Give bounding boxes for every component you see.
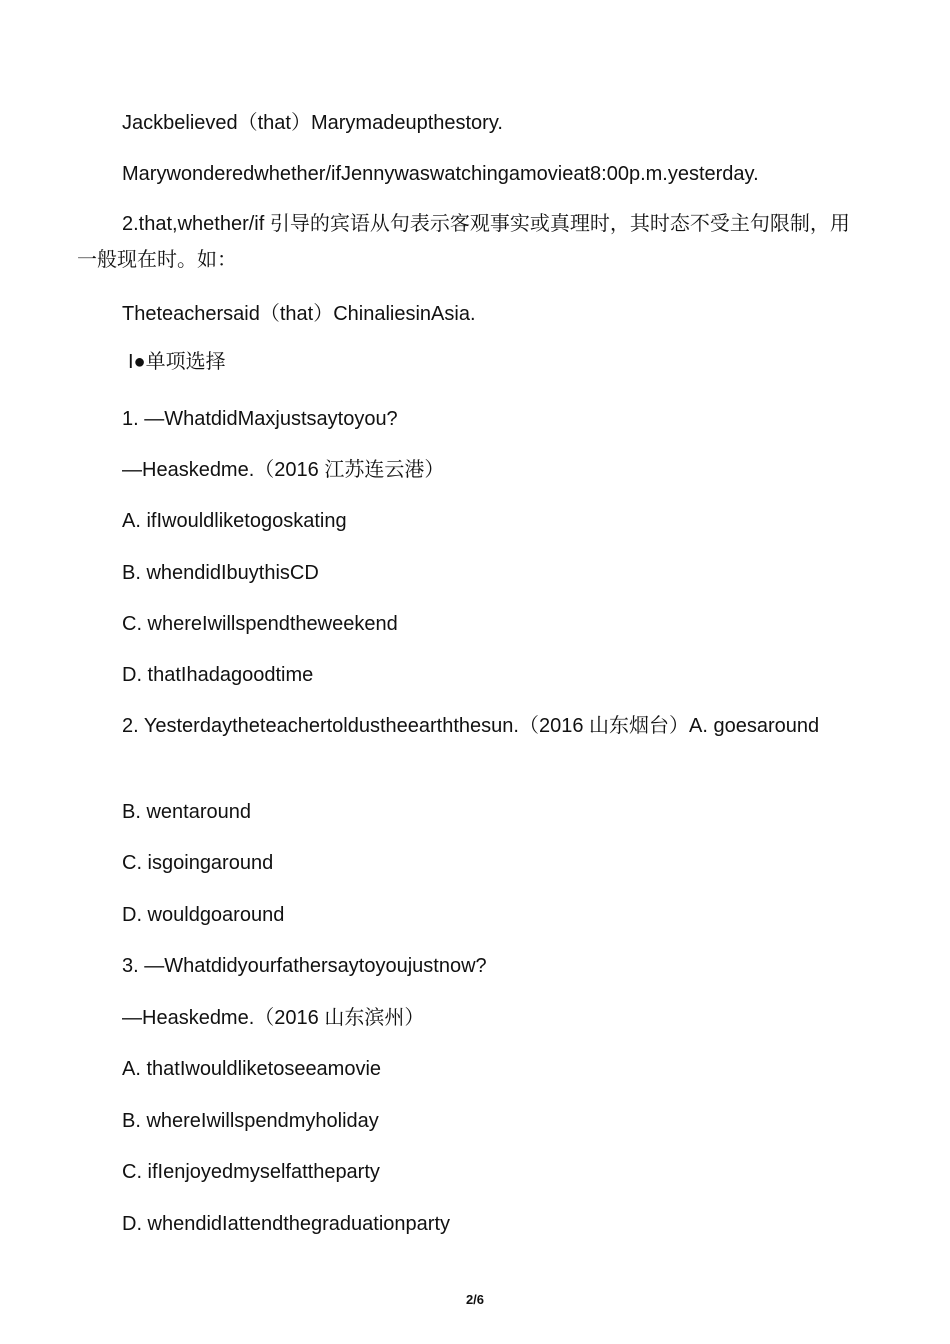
question-2-prompt: 2. Yesterdaytheteachertoldustheearththesun.（2016 山东烟台）A. goesaround	[122, 715, 820, 737]
question-1-option-a: A. ifIwouldliketogoskating	[122, 510, 347, 532]
question-3-answer-line: —Heaskedme.（2016 山东滨州）	[122, 1007, 425, 1029]
question-3-option-d: D. whendidIattendthegraduationparty	[122, 1213, 451, 1235]
question-3-option-b: B. whereIwillspendmyholiday	[122, 1110, 379, 1132]
question-2-option-d: D. wouldgoaround	[122, 904, 285, 926]
question-3-option-c: C. ifIenjoyedmyselfattheparty	[122, 1161, 380, 1183]
grammar-rule-2: 2.that,whether/if 引导的宾语从句表示客观事实或真理时，其时态不受主句限制，用一般现在时。如：	[77, 213, 850, 271]
section-title: I●单项选择	[128, 351, 226, 373]
example-sentence-2: Marywonderedwhether/ifJennywaswatchingamovieat8:00p.m.yesterday.	[122, 163, 759, 185]
question-3-prompt: 3. —Whatdidyourfathersaytoyoujustnow?	[122, 955, 487, 977]
question-2-option-c: C. isgoingaround	[122, 852, 274, 874]
page-number: 2/6	[465, 1292, 485, 1307]
question-1-answer-line: —Heaskedme.（2016 江苏连云港）	[122, 459, 445, 481]
question-2-option-b: B. wentaround	[122, 801, 251, 823]
example-sentence-3: Theteachersaid（that）ChinaliesinAsia.	[122, 303, 476, 325]
example-sentence-1: Jackbelieved（that）Marymadeupthestory.	[122, 112, 503, 134]
question-1-option-d: D. thatIhadagoodtime	[122, 664, 314, 686]
question-1-prompt: 1. —WhatdidMaxjustsaytoyou?	[122, 408, 398, 430]
question-3-option-a: A. thatIwouldliketoseeamovie	[122, 1058, 382, 1080]
question-1-option-c: C. whereIwillspendtheweekend	[122, 613, 398, 635]
question-1-option-b: B. whendidIbuythisCD	[122, 562, 319, 584]
